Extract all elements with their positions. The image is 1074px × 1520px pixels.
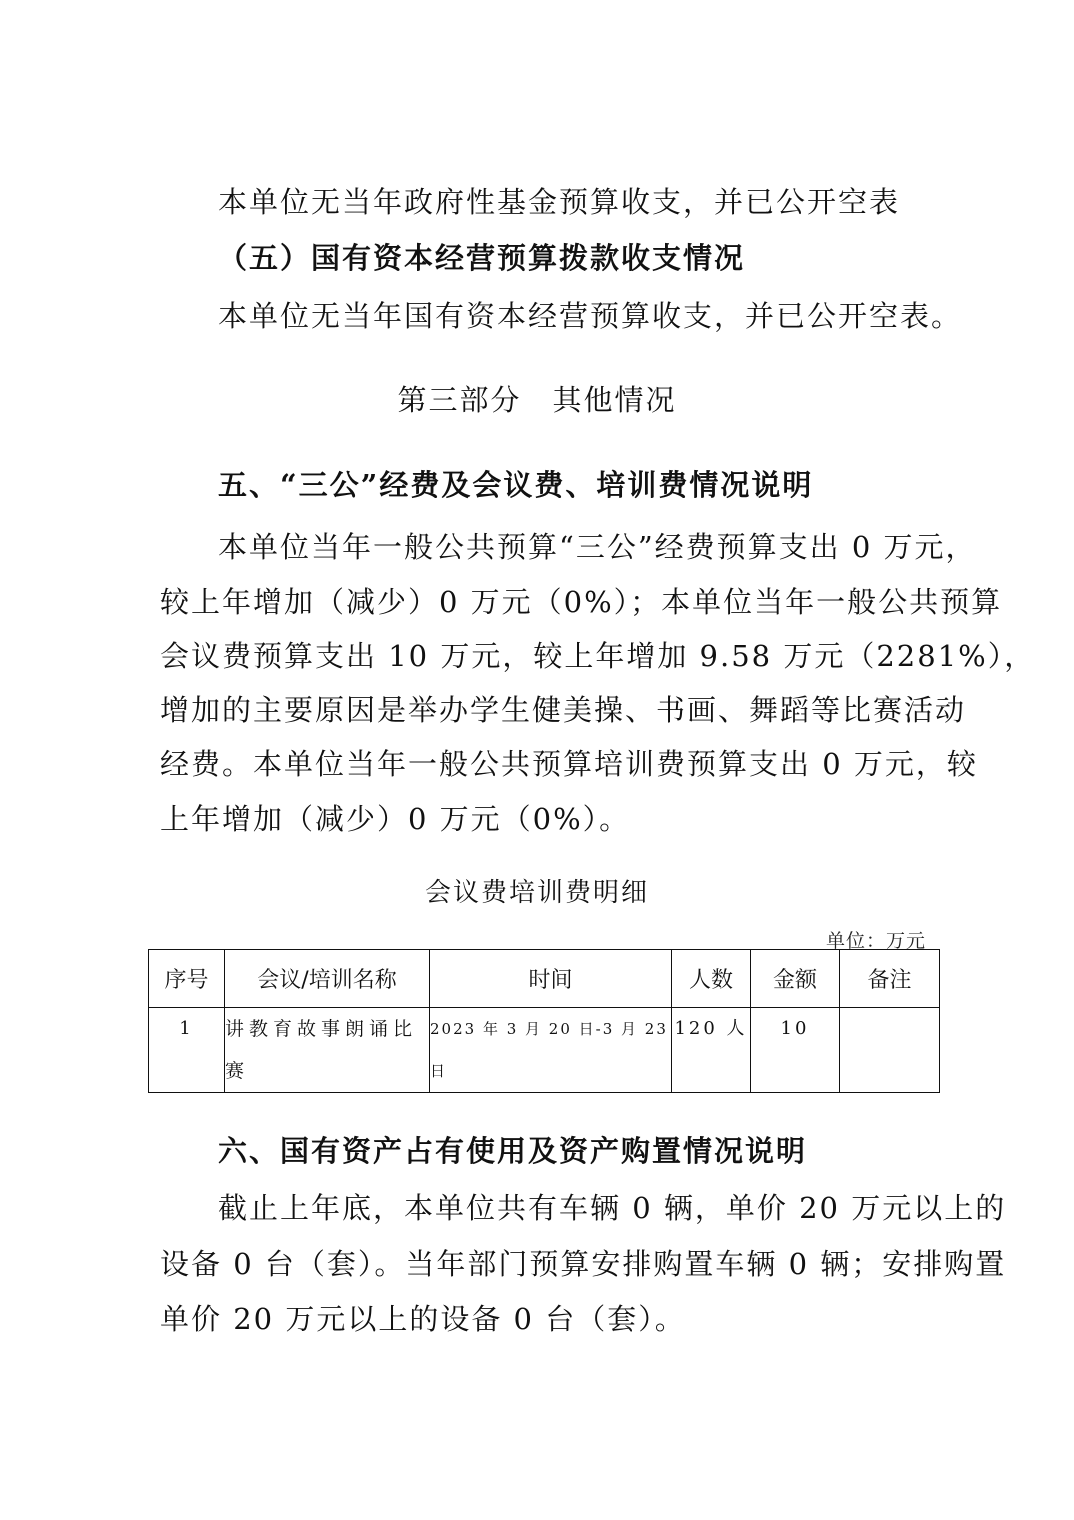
header-name: 会议/培训名称: [225, 950, 430, 1008]
heading-state-capital: （五）国有资本经营预算拨款收支情况: [218, 241, 746, 275]
sec5-line: 会议费预算支出 10 万元，较上年增加 9.58 万元（2281%），: [160, 639, 1036, 673]
part-title: 第三部分 其他情况: [397, 383, 677, 417]
heading-section-six: 六、国有资产占有使用及资产购置情况说明: [218, 1134, 808, 1168]
sec5-line: 上年增加（减少）0 万元（0%）。: [160, 802, 631, 836]
paragraph-fund-budget: 本单位无当年政府性基金预算收支，并已公开空表: [218, 185, 901, 219]
cell-note: [840, 1008, 940, 1093]
sec5-line: 增加的主要原因是举办学生健美操、书画、舞蹈等比赛活动: [160, 693, 967, 727]
cell-people: 120 人: [672, 1008, 751, 1093]
table-header-row: [149, 950, 940, 1008]
heading-section-five: 五、“三公”经费及会议费、培训费情况说明: [218, 468, 814, 502]
header-time: 时间: [430, 950, 672, 1008]
table-row: [149, 1008, 940, 1093]
sec5-line: 较上年增加（减少）0 万元（0%）；本单位当年一般公共预算: [160, 585, 1003, 619]
header-seq: 序号: [149, 950, 225, 1008]
sec6-line: 设备 0 台（套）。当年部门预算安排购置车辆 0 辆；安排购置: [160, 1247, 1007, 1281]
sec5-line: 本单位当年一般公共预算“三公”经费预算支出 0 万元，: [218, 530, 977, 564]
meeting-training-table: [148, 949, 940, 1093]
paragraph-state-capital: 本单位无当年国有资本经营预算收支，并已公开空表。: [218, 299, 963, 333]
sec6-line: 单价 20 万元以上的设备 0 台（套）。: [160, 1302, 686, 1336]
sec6-line: 截止上年底，本单位共有车辆 0 辆，单价 20 万元以上的: [218, 1191, 1007, 1225]
table-title: 会议费培训费明细: [424, 878, 649, 908]
cell-name: 讲教育故事朗诵比赛: [225, 1008, 430, 1093]
header-people: 人数: [672, 950, 751, 1008]
cell-time: 2023 年 3 月 20 日-3 月 23 日: [430, 1008, 672, 1093]
cell-seq: 1: [149, 1008, 225, 1093]
sec5-line: 经费。本单位当年一般公共预算培训费预算支出 0 万元，较: [160, 747, 978, 781]
cell-amount: 10: [751, 1008, 840, 1093]
header-amount: 金额: [751, 950, 840, 1008]
unit-label: 单位：万元: [825, 930, 926, 952]
header-note: 备注: [840, 950, 940, 1008]
